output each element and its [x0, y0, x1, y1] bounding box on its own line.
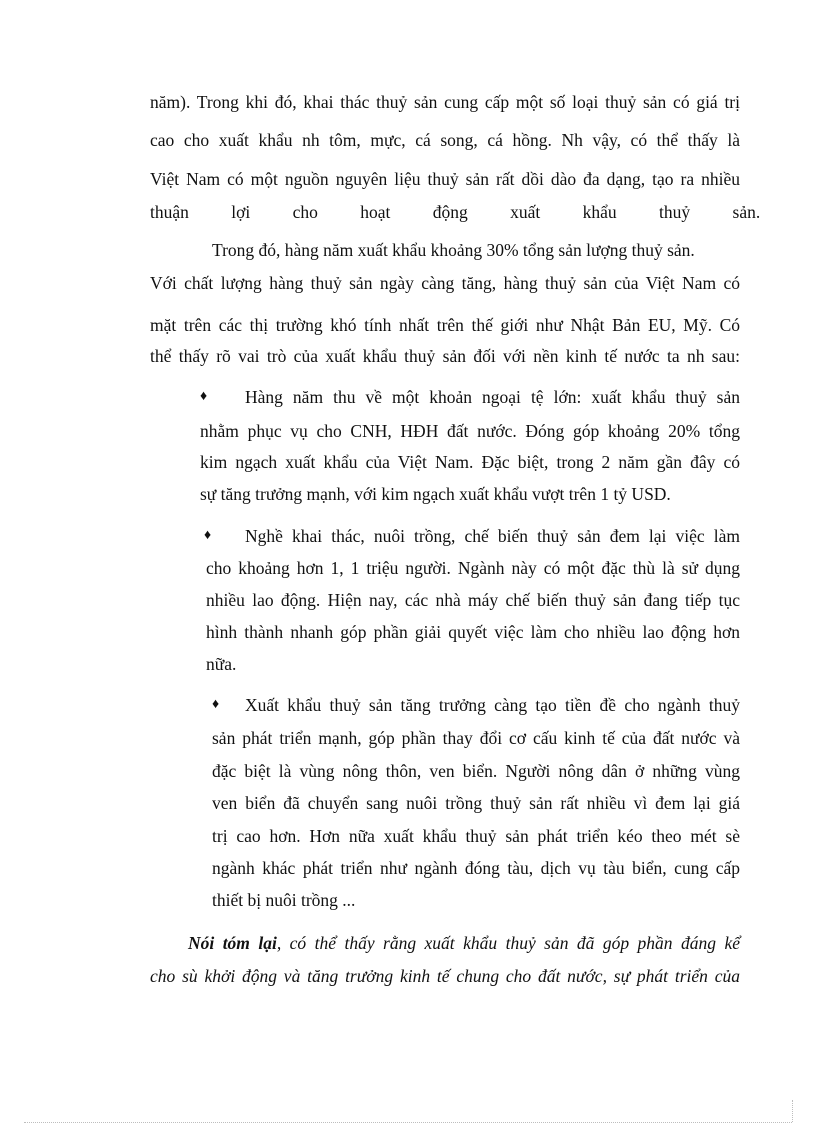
paragraph-2-line-3: mặt trên các thị trường khó tính nhất trên thế giới như Nhật Bản EU, Mỹ. Có	[150, 315, 740, 335]
paragraph-1-line-2: cao cho xuất khẩu nh tôm, mực, cá song, cá hồng. Nh vậy, có thể thấy là	[150, 130, 740, 150]
bullet-3-line-5: trị cao hơn. Hơn nữa xuất khẩu thuỷ sản phát triển kéo theo mét sè	[212, 826, 740, 846]
conclusion-lead: Nói tóm lại	[188, 933, 277, 953]
bullet-1-line-4: sự tăng trưởng mạnh, với kim ngạch xuất khẩu vượt trên 1 tỷ USD.	[200, 484, 671, 504]
paragraph-1-line-3: Việt Nam có một nguồn nguyên liệu thuỷ sản rất dồi dào đa dạng, tạo ra nhiều	[150, 169, 740, 189]
conclusion-line-1	[188, 932, 740, 954]
bullet-2-line-2: cho khoảng hơn 1, 1 triệu người. Ngành này có một đặc thù là sử dụng	[206, 558, 740, 578]
bullet-3-line-7: thiết bị nuôi trồng ...	[212, 890, 356, 910]
bullet-3-line-6: ngành khác phát triển như ngành đóng tàu, dịch vụ tàu biển, cung cấp	[212, 858, 740, 878]
bullet-2-line-5: nữa.	[206, 654, 237, 674]
bullet-1-line-3: kim ngạch xuất khẩu của Việt Nam. Đặc biệt, trong 2 năm gần đây có	[200, 452, 740, 472]
page-corner-mark	[792, 1100, 793, 1122]
bullet-3-diamond-icon: ♦	[212, 697, 220, 712]
bullet-3-line-3: đặc biệt là vùng nông thôn, ven biển. Người nông dân ở những vùng	[212, 761, 740, 781]
bullet-1-diamond-icon: ♦	[200, 389, 208, 404]
bullet-1-line-1: Hàng năm thu về một khoản ngoại tệ lớn: xuất khẩu thuỷ sản	[245, 387, 740, 407]
paragraph-2-line-1: Trong đó, hàng năm xuất khẩu khoảng 30% tổng sản lượng thuỷ sản.	[212, 240, 695, 260]
bullet-2-line-4: hình thành nhanh góp phần giải quyết việc làm cho nhiều lao động hơn	[206, 622, 740, 642]
bullet-2-diamond-icon: ♦	[204, 528, 212, 543]
bullet-3-line-1: Xuất khẩu thuỷ sản tăng trưởng càng tạo tiền đề cho ngành thuỷ	[245, 695, 740, 715]
bullet-3-line-4: ven biển đã chuyển sang nuôi trồng thuỷ sản rất nhiều vì đem lại giá	[212, 793, 740, 813]
paragraph-2-line-2: Với chất lượng hàng thuỷ sản ngày càng tăng, hàng thuỷ sản của Việt Nam có	[150, 273, 740, 293]
paragraph-1-line-4: thuận lợi cho hoạt động xuất khẩu thuỷ sản.	[150, 202, 761, 222]
bullet-1-line-2: nhằm phục vụ cho CNH, HĐH đất nước. Đóng góp khoảng 20% tổng	[200, 421, 740, 441]
conclusion-line-1-rest: , có thể thấy rằng xuất khẩu thuỷ sản đã góp phần đáng kể	[276, 933, 740, 953]
bullet-2-line-3: nhiều lao động. Hiện nay, các nhà máy chế biến thuỷ sản đang tiếp tục	[206, 590, 740, 610]
paragraph-1-line-1: năm). Trong khi đó, khai thác thuỷ sản cung cấp một số loại thuỷ sản có giá trị	[150, 92, 740, 112]
bullet-3-line-2: sản phát triển mạnh, góp phần thay đổi cơ cấu kinh tế của đất nước và	[212, 728, 740, 748]
paragraph-2-line-4: thể thấy rõ vai trò của xuất khẩu thuỷ sản đối với nền kinh tế nước ta nh sau:	[150, 346, 740, 366]
conclusion-line-2: cho sù khởi động và tăng trưởng kinh tế chung cho đất nước, sự phát triển của	[150, 966, 740, 986]
bullet-2-line-1: Nghề khai thác, nuôi trồng, chế biến thuỷ sản đem lại việc làm	[245, 526, 740, 546]
